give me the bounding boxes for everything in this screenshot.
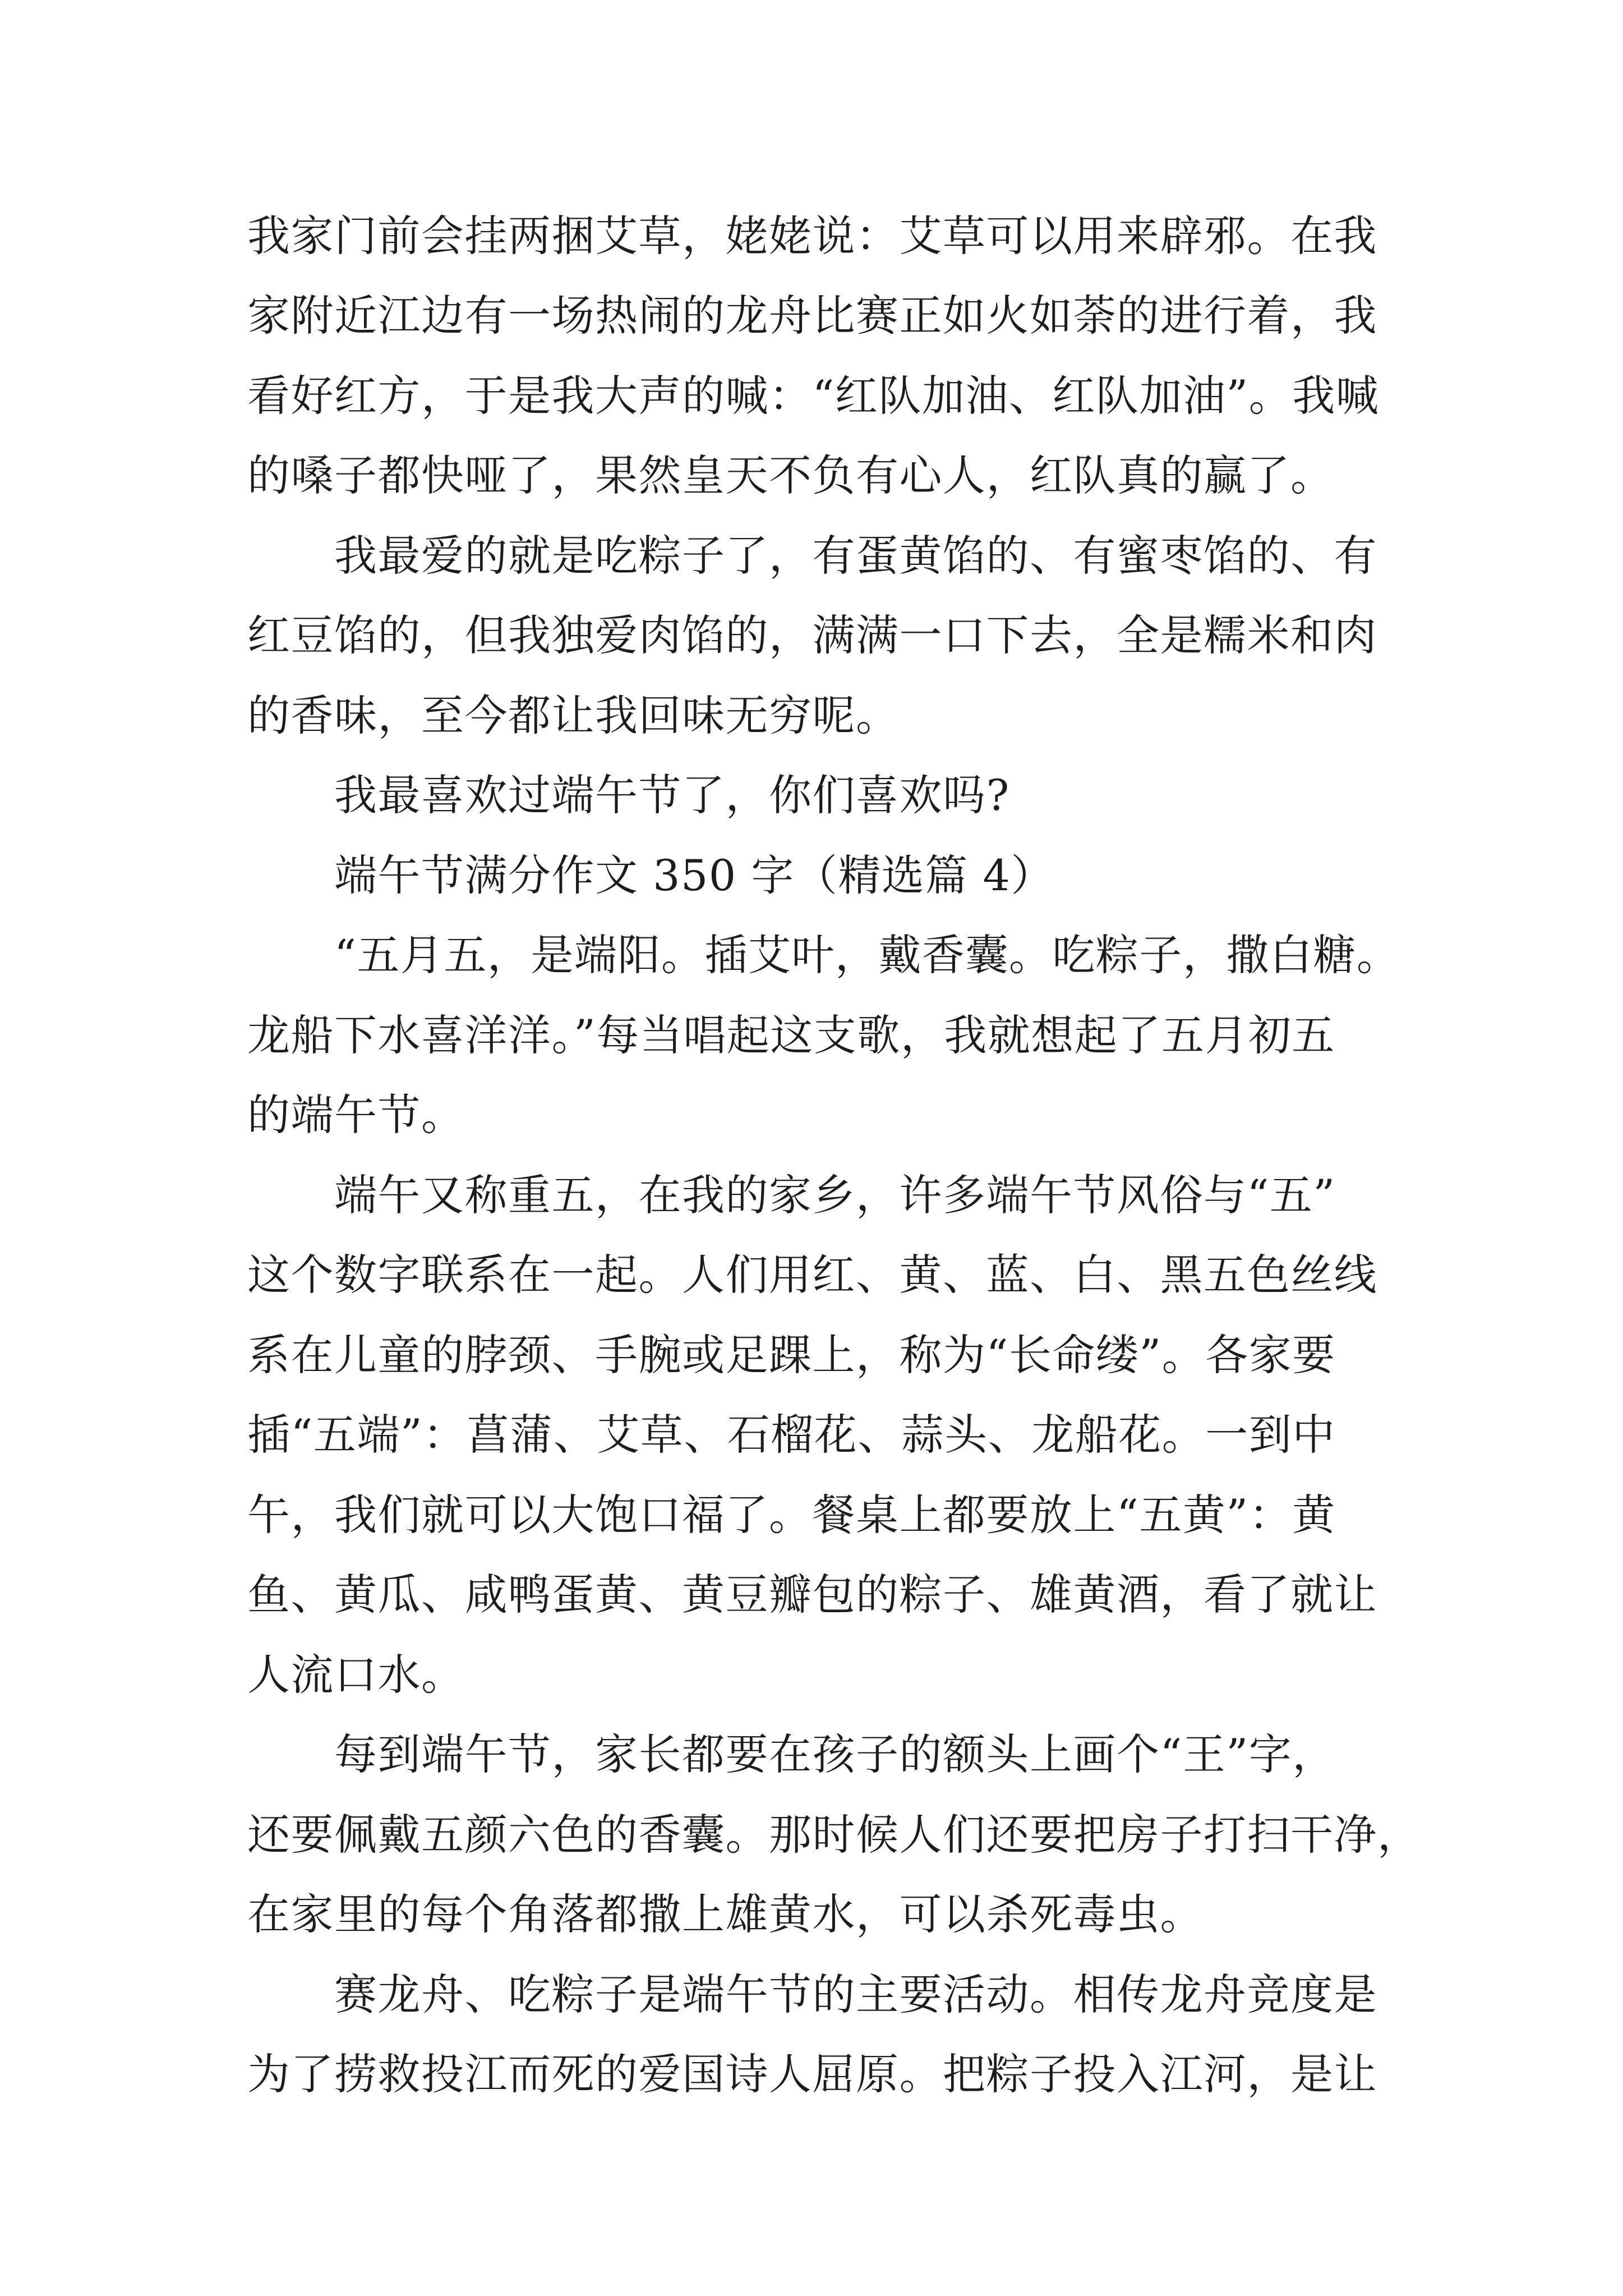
p6-line-4: 插“五端”：菖蒲、艾草、石榴花、蒜头、龙船花。一到中 bbox=[247, 1410, 1336, 1460]
p5-line-3: 的端午节。 bbox=[247, 1090, 465, 1140]
p8-line-1: 赛龙舟、吃粽子是端午节的主要活动。相传龙舟竞度是 bbox=[334, 1970, 1377, 2019]
p1-line-4: 的嗓子都快哑了，果然皇天不负有心人，红队真的赢了。 bbox=[247, 450, 1334, 500]
p2-line-2: 红豆馅的，但我独爱肉馅的，满满一口下去，全是糯米和肉 bbox=[247, 610, 1377, 660]
p6-line-7: 人流口水。 bbox=[247, 1650, 465, 1700]
p6-line-3: 系在儿童的脖颈、手腕或足踝上，称为“长命缕”。各家要 bbox=[247, 1330, 1336, 1380]
p6-line-1: 端午又称重五，在我的家乡，许多端午节风俗与“五” bbox=[334, 1170, 1336, 1220]
p2-line-3: 的香味，至今都让我回味无穷呢。 bbox=[247, 691, 900, 740]
p7-line-3: 在家里的每个角落都撒上雄黄水，可以杀死毒虫。 bbox=[247, 1889, 1204, 1939]
p6-line-6: 鱼、黄瓜、咸鸭蛋黄、黄豆瓣包的粽子、雄黄酒，看了就让 bbox=[247, 1570, 1377, 1619]
p7-line-2: 还要佩戴五颜六色的香囊。那时候人们还要把房子打扫干净， bbox=[247, 1810, 1421, 1860]
p1-line-3: 看好红方，于是我大声的喊：“红队加油、红队加油”。我喊 bbox=[247, 371, 1380, 421]
p1-line-2: 家附近江边有一场热闹的龙舟比赛正如火如荼的进行着，我 bbox=[247, 291, 1377, 341]
p3-line-1: 我最喜欢过端午节了，你们喜欢吗? bbox=[334, 770, 1010, 820]
p2-line-1: 我最爱的就是吃粽子了，有蛋黄馅的、有蜜枣馅的、有 bbox=[334, 531, 1377, 581]
p7-line-1: 每到端午节，家长都要在孩子的额头上画个“王”字， bbox=[334, 1729, 1336, 1779]
p5-line-1: “五月五，是端阳。插艾叶，戴香囊。吃粽子，撒白糖。 bbox=[334, 930, 1400, 980]
p8-line-2: 为了捞救投江而死的爱国诗人屈原。把粽子投入江河，是让 bbox=[247, 2049, 1377, 2099]
p5-line-2: 龙船下水喜洋洋。”每当唱起这支歌，我就想起了五月初五 bbox=[247, 1010, 1335, 1060]
p1-line-1: 我家门前会挂两捆艾草，姥姥说：艾草可以用来辟邪。在我 bbox=[247, 211, 1377, 261]
p6-line-5: 午，我们就可以大饱口福了。餐桌上都要放上“五黄”：黄 bbox=[247, 1490, 1336, 1540]
p6-line-2: 这个数字联系在一起。人们用红、黄、蓝、白、黑五色丝线 bbox=[247, 1250, 1377, 1300]
section-heading: 端午节满分作文 350 字（精选篇 4） bbox=[334, 850, 1054, 900]
